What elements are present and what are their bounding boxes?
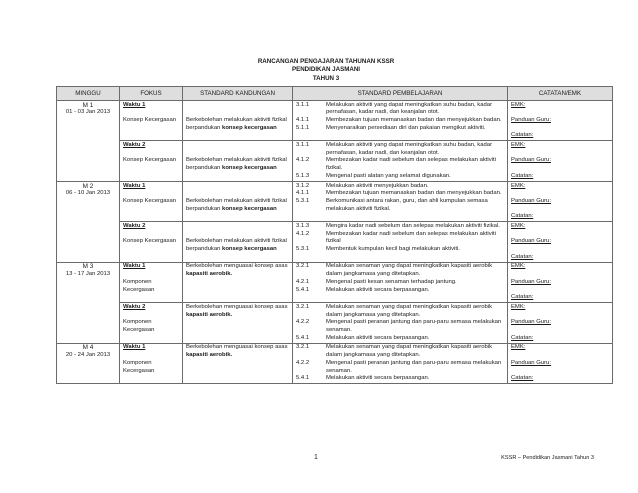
lesson-plan-table bbox=[56, 86, 613, 384]
table-row bbox=[57, 182, 613, 222]
title-line-1: RANCANGAN PENGAJARAN TAHUNAN KSSR bbox=[257, 58, 395, 65]
spacer bbox=[186, 223, 289, 238]
standard-pembelajaran-cell bbox=[293, 101, 508, 141]
spacer bbox=[123, 271, 179, 279]
standard-kandungan-key: konsep kecergasan bbox=[222, 124, 277, 131]
emk-label: EMK: bbox=[511, 303, 526, 310]
waktu-label: Waktu 1 bbox=[123, 263, 146, 270]
learning-standard-code: 3.1.1 bbox=[296, 141, 310, 148]
standard-kandungan-key: konsep kecergasan bbox=[222, 165, 277, 172]
learning-standard-code: 5.3.1 bbox=[296, 197, 310, 204]
learning-standard-code: 3.1.3 bbox=[296, 222, 310, 229]
emk-label: EMK: bbox=[511, 263, 526, 270]
spacer bbox=[123, 190, 179, 198]
waktu-label: Waktu 2 bbox=[123, 141, 146, 148]
catatan-label: Catatan: bbox=[511, 132, 534, 139]
standard-pembelajaran-cell bbox=[293, 182, 508, 222]
learning-standard bbox=[296, 223, 504, 231]
fokus-cell bbox=[120, 101, 183, 141]
spacer bbox=[511, 109, 609, 117]
learning-standard-code: 4.2.2 bbox=[296, 359, 310, 366]
learning-standard-text: Melakukan aktiviti menyejukkan badan. bbox=[326, 182, 429, 189]
learning-standard bbox=[296, 198, 504, 213]
fokus-cell bbox=[120, 343, 183, 384]
week-number: M 4 bbox=[82, 344, 94, 352]
learning-standard-text: Mengenal pasti peranan jantung dan paru-paru semasa melakukan senaman. bbox=[326, 319, 502, 334]
waktu-label: Waktu 1 bbox=[123, 101, 146, 108]
fokus-label: Komponen bbox=[123, 319, 152, 326]
standard-kandungan-cell bbox=[183, 182, 293, 222]
learning-standard-text: Melakukan aktiviti secara berpasangan. bbox=[326, 334, 430, 341]
week-cell bbox=[57, 182, 120, 263]
learning-standard bbox=[296, 344, 504, 359]
spacer bbox=[511, 190, 609, 198]
title-line-2: PENDIDIKAN JASMANI bbox=[291, 66, 361, 74]
learning-standard bbox=[296, 287, 504, 295]
spacer bbox=[511, 271, 609, 279]
fokus-label: Kecergasan bbox=[123, 286, 155, 293]
standard-kandungan-cell bbox=[183, 141, 293, 182]
learning-standard-text: Melakukan senaman yang dapat meningkatkan kapasiti aerobik dalam jangkamasa yang ditetapkan. bbox=[326, 344, 493, 359]
standard-kandungan-key: konsep kecergasan bbox=[222, 205, 277, 212]
catatan-cell bbox=[508, 141, 613, 182]
spacer bbox=[123, 312, 179, 320]
standard-kandungan-key: kapasiti aerobik. bbox=[186, 311, 233, 318]
learning-standard-code: 3.1.1 bbox=[296, 101, 310, 108]
header-row bbox=[57, 87, 613, 101]
catatan-label: Catatan: bbox=[511, 334, 534, 341]
learning-standard-code: 4.1.2 bbox=[296, 157, 310, 164]
learning-standard-text: Melakukan aktiviti secara berpasangan. bbox=[326, 286, 430, 293]
table-body bbox=[57, 101, 613, 384]
learning-standard-text: Melakukan aktiviti secara berpasangan. bbox=[326, 375, 430, 382]
learning-standard bbox=[296, 102, 504, 117]
catatan-cell bbox=[508, 101, 613, 141]
standard-pembelajaran-cell bbox=[293, 262, 508, 302]
learning-standard bbox=[296, 304, 504, 319]
learning-standard-code: 4.1.1 bbox=[296, 116, 310, 123]
week-cell bbox=[57, 343, 120, 384]
emk-label: EMK: bbox=[511, 222, 526, 229]
spacer bbox=[186, 183, 289, 198]
learning-standard-text: Mengira kadar nadi sebelum dan selepas melakukan aktiviti fizikal. bbox=[326, 222, 500, 229]
emk-label: EMK: bbox=[511, 141, 526, 148]
spacer bbox=[123, 352, 179, 360]
week-number: M 3 bbox=[82, 263, 94, 271]
learning-standard-text: Membezakan kadar nadi sebelum dan selepas melakukan aktiviti fizikal. bbox=[326, 157, 496, 172]
fokus-label: Konsep Kecergasan bbox=[123, 197, 177, 204]
catatan-label: Catatan: bbox=[511, 172, 534, 179]
learning-standard-text: Mengenal pasti peranan jantung dan paru-paru semasa melakukan senaman. bbox=[326, 359, 502, 374]
table-row bbox=[57, 262, 613, 302]
learning-standard-code: 5.1.3 bbox=[296, 172, 310, 179]
week-cell bbox=[57, 262, 120, 343]
learning-standard-text: Melakukan aktiviti yang dapat meningkatkan suhu badan, kadar pernafasan, kadar nadi, dan keanjalan otot. bbox=[326, 141, 493, 156]
header-minggu: MINGGU bbox=[57, 87, 120, 101]
standard-kandungan-text: Berkebolehan melakukan aktiviti fizikal berpandukan bbox=[186, 157, 287, 172]
learning-standard-code: 5.3.1 bbox=[296, 246, 310, 253]
spacer bbox=[511, 327, 609, 335]
header-standard-pembelajaran: STANDARD PEMBELAJARAN bbox=[293, 87, 508, 101]
page-number: 1 bbox=[314, 454, 318, 461]
learning-standard bbox=[296, 142, 504, 157]
week-number: M 2 bbox=[82, 182, 94, 190]
spacer bbox=[511, 231, 609, 239]
spacer bbox=[123, 109, 179, 117]
learning-standard bbox=[296, 360, 504, 375]
waktu-label: Waktu 1 bbox=[123, 182, 146, 189]
learning-standard-code: 4.1.2 bbox=[296, 230, 310, 237]
fokus-label: Konsep Kecergasan bbox=[123, 116, 177, 123]
standard-kandungan-cell bbox=[183, 262, 293, 302]
spacer bbox=[511, 150, 609, 158]
standard-kandungan-cell bbox=[183, 222, 293, 262]
learning-standard-text: Mengenal pasti kesan senaman terhadap jantung. bbox=[326, 278, 457, 285]
catatan-label: Catatan: bbox=[511, 375, 534, 382]
catatan-cell bbox=[508, 262, 613, 302]
document-title bbox=[0, 58, 638, 83]
catatan-label: Catatan: bbox=[511, 294, 534, 301]
learning-standard-text: Berkomunikasi antara rakan, guru, dan ahli kumpulan semasa melakukan aktiviti fizikal. bbox=[326, 197, 488, 212]
spacer bbox=[511, 125, 609, 133]
standard-kandungan-text: Berkebolehan menguasai konsep asas bbox=[186, 303, 288, 310]
fokus-label: Kecergasan bbox=[123, 367, 155, 374]
week-date: 01 - 03 Jan 2013 bbox=[65, 109, 111, 116]
spacer bbox=[511, 368, 609, 376]
spacer bbox=[511, 352, 609, 360]
catatan-cell bbox=[508, 303, 613, 344]
learning-standard-code: 5.1.1 bbox=[296, 124, 310, 131]
learning-standard bbox=[296, 335, 504, 343]
spacer bbox=[511, 246, 609, 254]
panduan-guru-label: Panduan Guru: bbox=[511, 157, 551, 164]
standard-kandungan-text: Berkebolehan melakukan aktiviti fizikal berpandukan bbox=[186, 197, 287, 212]
fokus-label: Konsep Kecergasan bbox=[123, 238, 177, 245]
spacer bbox=[123, 150, 179, 158]
learning-standard bbox=[296, 157, 504, 172]
waktu-label: Waktu 1 bbox=[123, 344, 146, 351]
panduan-guru-label: Panduan Guru: bbox=[511, 319, 551, 326]
spacer bbox=[186, 142, 289, 157]
panduan-guru-label: Panduan Guru: bbox=[511, 116, 551, 123]
spacer bbox=[123, 231, 179, 239]
learning-standard-code: 3.2.1 bbox=[296, 263, 310, 270]
fokus-cell bbox=[120, 182, 183, 222]
standard-pembelajaran-cell bbox=[293, 141, 508, 182]
week-date: 20 - 24 Jan 2013 bbox=[65, 352, 111, 359]
fokus-cell bbox=[120, 141, 183, 182]
learning-standard-text: Melakukan senaman yang dapat meningkatkan kapasiti aerobik dalam jangkamasa yang ditetapkan. bbox=[326, 263, 493, 278]
header-fokus: FOKUS bbox=[120, 87, 183, 101]
standard-pembelajaran-cell bbox=[293, 343, 508, 384]
learning-standard-code: 4.2.1 bbox=[296, 278, 310, 285]
table-row bbox=[57, 101, 613, 141]
panduan-guru-label: Panduan Guru: bbox=[511, 238, 551, 245]
table-row bbox=[57, 343, 613, 384]
learning-standard-text: Membezakan tujuan memanaskan badan dan menyejukkan badan. bbox=[326, 116, 502, 123]
learning-standard-code: 4.1.1 bbox=[296, 190, 310, 197]
learning-standard-code: 5.4.1 bbox=[296, 334, 310, 341]
fokus-label: Konsep Kecergasan bbox=[123, 157, 177, 164]
standard-kandungan-cell bbox=[183, 343, 293, 384]
learning-standard-code: 5.4.1 bbox=[296, 286, 310, 293]
header-catatan-emk: CATATAN/EMK bbox=[508, 87, 613, 101]
header-standard-kandungan: STANDARD KANDUNGAN bbox=[183, 87, 293, 101]
standard-kandungan-text: Berkebolehan melakukan aktiviti fizikal berpandukan bbox=[186, 238, 287, 253]
waktu-label: Waktu 2 bbox=[123, 303, 146, 310]
standard-pembelajaran-cell bbox=[293, 222, 508, 262]
panduan-guru-label: Panduan Guru: bbox=[511, 278, 551, 285]
standard-kandungan-text: Berkebolehan melakukan aktiviti fizikal berpandukan bbox=[186, 116, 287, 131]
learning-standard-code: 4.2.2 bbox=[296, 319, 310, 326]
learning-standard bbox=[296, 246, 504, 254]
learning-standard-text: Melakukan senaman yang dapat meningkatkan kapasiti aerobik dalam jangkamasa yang ditetapkan. bbox=[326, 303, 493, 318]
title-line-3: TAHUN 3 bbox=[312, 74, 340, 82]
learning-standard-code: 5.4.1 bbox=[296, 375, 310, 382]
fokus-label: Komponen bbox=[123, 278, 152, 285]
standard-kandungan-cell bbox=[183, 101, 293, 141]
emk-label: EMK: bbox=[511, 344, 526, 351]
learning-standard bbox=[296, 319, 504, 334]
learning-standard bbox=[296, 375, 504, 383]
fokus-cell bbox=[120, 303, 183, 344]
standard-pembelajaran-cell bbox=[293, 303, 508, 344]
catatan-label: Catatan: bbox=[511, 253, 534, 260]
week-date: 13 - 17 Jan 2013 bbox=[65, 271, 111, 278]
catatan-label: Catatan: bbox=[511, 213, 534, 220]
learning-standard-text: Mengenal pasti alatan yang selamat digunakan. bbox=[326, 172, 451, 179]
emk-label: EMK: bbox=[511, 101, 526, 108]
standard-kandungan-key: kapasiti aerobik. bbox=[186, 352, 233, 359]
catatan-cell bbox=[508, 182, 613, 222]
waktu-label: Waktu 2 bbox=[123, 222, 146, 229]
spacer bbox=[511, 312, 609, 320]
table-row bbox=[57, 222, 613, 262]
emk-label: EMK: bbox=[511, 182, 526, 189]
learning-standard bbox=[296, 263, 504, 278]
learning-standard-text: Membezakan tujuan memanaskan badan dan menyejukkan badan. bbox=[326, 190, 502, 197]
fokus-label: Komponen bbox=[123, 359, 152, 366]
learning-standard-code: 3.2.1 bbox=[296, 303, 310, 310]
learning-standard bbox=[296, 125, 504, 133]
learning-standard-text: Membentuk kumpulan kecil bagi melakukan aktiviti. bbox=[326, 246, 460, 253]
learning-standard-text: Membezakan kadar nadi sebelum dan selepas melakukan aktiviti fizikal bbox=[326, 230, 496, 245]
table-row bbox=[57, 141, 613, 182]
standard-kandungan-key: kapasiti aerobik. bbox=[186, 271, 233, 278]
footer-caption: KSSR – Pendidikan Jasmani Tahun 3 bbox=[501, 455, 594, 461]
learning-standard bbox=[296, 279, 504, 287]
spacer bbox=[511, 287, 609, 295]
learning-standard bbox=[296, 117, 504, 125]
standard-kandungan-key: konsep kecergasan bbox=[222, 246, 277, 253]
learning-standard-code: 3.2.1 bbox=[296, 344, 310, 351]
table-row bbox=[57, 303, 613, 344]
standard-kandungan-text: Berkebolehan menguasai konsep asas bbox=[186, 263, 288, 270]
learning-standard bbox=[296, 231, 504, 246]
learning-standard-text: Melakukan aktiviti yang dapat meningkatkan suhu badan, kadar pernafasan, kadar nadi, dan keanjalan otot. bbox=[326, 101, 493, 116]
week-number: M 1 bbox=[82, 101, 94, 109]
week-cell bbox=[57, 101, 120, 182]
panduan-guru-label: Panduan Guru: bbox=[511, 197, 551, 204]
learning-standard bbox=[296, 183, 504, 191]
spacer bbox=[186, 102, 289, 117]
panduan-guru-label: Panduan Guru: bbox=[511, 359, 551, 366]
fokus-cell bbox=[120, 262, 183, 302]
standard-kandungan-cell bbox=[183, 303, 293, 344]
learning-standard bbox=[296, 190, 504, 198]
learning-standard-code: 3.1.2 bbox=[296, 182, 310, 189]
learning-standard-text: Menyenaraikan persediaan diri dan pakaian mengikut aktiviti. bbox=[326, 124, 486, 131]
catatan-cell bbox=[508, 343, 613, 384]
fokus-label: Kecergasan bbox=[123, 327, 155, 334]
catatan-cell bbox=[508, 222, 613, 262]
learning-standard bbox=[296, 173, 504, 181]
spacer bbox=[511, 206, 609, 214]
fokus-cell bbox=[120, 222, 183, 262]
spacer bbox=[511, 165, 609, 173]
standard-kandungan-text: Berkebolehan menguasai konsep asas bbox=[186, 344, 288, 351]
week-date: 06 - 10 Jan 2013 bbox=[65, 190, 111, 197]
